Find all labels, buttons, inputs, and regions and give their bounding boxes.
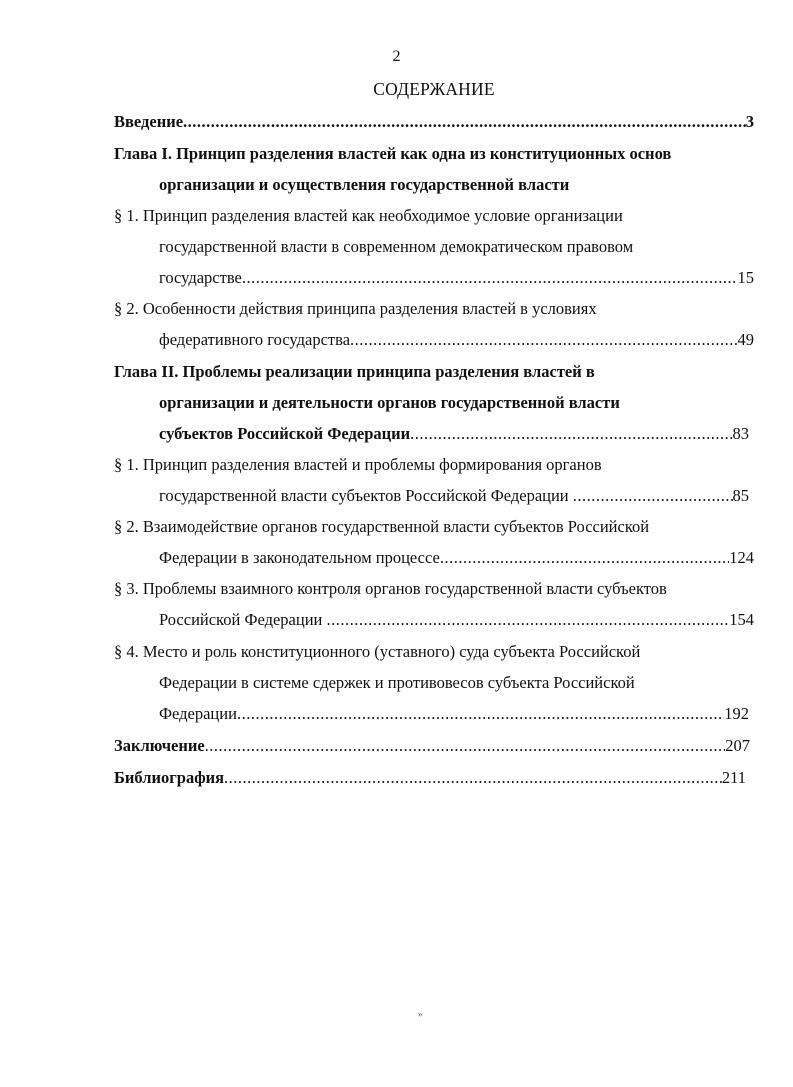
toc-entry-intro[interactable]: [114, 110, 754, 134]
dot-leader: [350, 328, 737, 352]
toc-section-2-1-line-2[interactable]: [159, 484, 749, 508]
toc-page-number: 211: [721, 768, 746, 787]
toc-entry-label: Федерации: [159, 704, 237, 723]
toc-entry-conclusion[interactable]: [114, 734, 750, 758]
page-number: 2: [392, 48, 401, 65]
toc-page-number: 15: [737, 268, 754, 287]
toc-entry-label: Библиография: [114, 768, 225, 787]
toc-chapter-2-line-3[interactable]: [159, 422, 749, 446]
toc-section-2-3-line-1[interactable]: § 3. Проблемы взаимного контроля органов государственной власти субъектов: [114, 579, 667, 598]
toc-page-number: 154: [729, 610, 754, 629]
toc-section-2-4-line-2[interactable]: Федерации в системе сдержек и противовесов субъекта Российской: [159, 673, 635, 692]
toc-entry-label: федеративного государства: [159, 330, 351, 349]
dot-leader: [183, 110, 746, 134]
toc-page-number: 83: [732, 424, 749, 443]
scan-mark: »: [418, 1009, 423, 1019]
toc-page-number: 49: [737, 330, 754, 349]
dot-leader: [237, 702, 724, 726]
toc-section-1-1-line-2[interactable]: государственной власти в современном демократическом правовом: [159, 237, 634, 256]
toc-section-2-3-line-2[interactable]: [159, 608, 754, 632]
page-title: СОДЕРЖАНИЕ: [373, 79, 495, 99]
toc-section-2-2-line-2[interactable]: [159, 546, 754, 570]
toc-section-1-2-line-2[interactable]: [159, 328, 754, 352]
dot-leader: [410, 422, 732, 446]
dot-leader: [224, 766, 722, 790]
dot-leader: [242, 266, 738, 290]
toc-page-number: 192: [724, 704, 749, 723]
toc-section-2-4-line-3[interactable]: [159, 702, 749, 726]
dot-leader: [205, 734, 726, 758]
toc-chapter-2-line-1[interactable]: Глава II. Проблемы реализации принципа разделения властей в: [114, 362, 595, 381]
toc-chapter-2-line-2[interactable]: организации и деятельности органов государственной власти: [159, 393, 620, 412]
toc-entry-label: Введение: [114, 112, 184, 131]
toc-entry-label: государственной власти субъектов Российской Федерации: [159, 486, 573, 505]
toc-entry-bibliography[interactable]: [114, 766, 746, 790]
toc-entry-label: Федерации в законодательном процессе: [159, 548, 440, 567]
toc-section-1-2-line-1[interactable]: § 2. Особенности действия принципа разделения властей в условиях: [114, 299, 597, 318]
toc-page-number: 124: [729, 548, 754, 567]
dot-leader: [327, 608, 730, 632]
dot-leader: [573, 484, 733, 508]
dot-leader: [440, 546, 729, 570]
toc-section-1-1-line-1[interactable]: § 1. Принцип разделения властей как необходимое условие организации: [114, 206, 623, 225]
toc-page-number: 85: [732, 486, 749, 505]
toc-entry-label: субъектов Российской Федерации: [159, 424, 411, 443]
toc-chapter-1-line-2[interactable]: организации и осуществления государственной власти: [159, 175, 570, 194]
toc-page-number: 3: [745, 112, 754, 131]
toc-entry-label: Заключение: [114, 736, 205, 755]
toc-section-2-4-line-1[interactable]: § 4. Место и роль конституционного (уставного) суда субъекта Российской: [114, 642, 641, 661]
toc-section-2-2-line-1[interactable]: § 2. Взаимодействие органов государственной власти субъектов Российской: [114, 517, 650, 536]
toc-chapter-1-line-1[interactable]: Глава I. Принцип разделения властей как одна из конституционных основ: [114, 144, 672, 163]
toc-section-2-1-line-1[interactable]: § 1. Принцип разделения властей и проблемы формирования органов: [114, 455, 602, 474]
toc-page-number: 207: [725, 736, 750, 755]
toc-entry-label: Российской Федерации: [159, 610, 327, 629]
toc-entry-label: государстве: [159, 268, 242, 287]
toc-section-1-1-line-3[interactable]: [159, 266, 754, 290]
